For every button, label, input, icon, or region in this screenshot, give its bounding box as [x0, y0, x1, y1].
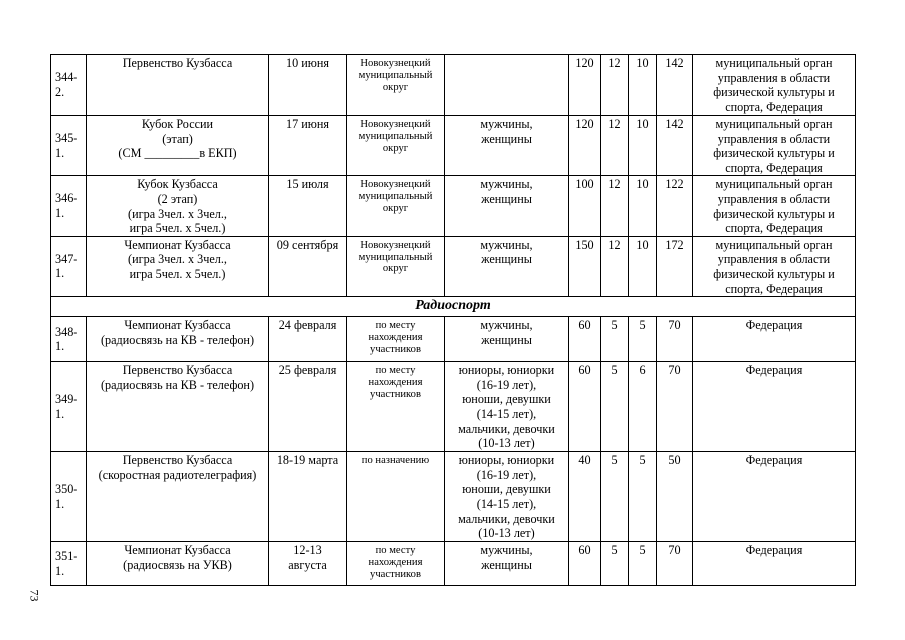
- count-judges-cell: 5: [629, 542, 657, 586]
- count-judges-cell: 5: [629, 452, 657, 542]
- count-total-cell: 70: [657, 317, 693, 362]
- count-athletes-cell: 120: [569, 55, 601, 116]
- event-place-cell: по месту нахождения участников: [347, 362, 445, 452]
- count-coaches-cell: 5: [601, 362, 629, 452]
- organizer-cell: муниципальный орган управления в области физической культуры и спорта, Федерация: [693, 236, 856, 296]
- row-number-cell: 346-1.: [51, 176, 87, 236]
- event-name-cell: Чемпионат Кузбасса (радиосвязь на КВ - телефон): [87, 317, 269, 362]
- event-date-cell: 09 сентября: [269, 236, 347, 296]
- count-judges-cell: 10: [629, 176, 657, 236]
- event-date-cell: 25 февраля: [269, 362, 347, 452]
- count-judges-cell: 5: [629, 317, 657, 362]
- count-athletes-cell: 40: [569, 452, 601, 542]
- count-coaches-cell: 12: [601, 176, 629, 236]
- event-name-cell: Первенство Кузбасса (скоростная радиотелеграфия): [87, 452, 269, 542]
- row-number-cell: 350-1.: [51, 452, 87, 542]
- event-date-cell: 12-13 августа: [269, 542, 347, 586]
- row-number-cell: 344- 2.: [51, 55, 87, 116]
- participants-cell: мужчины, женщины: [445, 116, 569, 176]
- count-judges-cell: 6: [629, 362, 657, 452]
- row-number-cell: 348-1.: [51, 317, 87, 362]
- event-name-cell: Чемпионат Кузбасса (радиосвязь на УКВ): [87, 542, 269, 586]
- event-date-cell: 17 июня: [269, 116, 347, 176]
- table-row: [51, 55, 856, 116]
- participants-cell: юниоры, юниорки (16-19 лет), юноши, девушки (14-15 лет), мальчики, девочки (10-13 лет): [445, 452, 569, 542]
- organizer-cell: муниципальный орган управления в области физической культуры и спорта, Федерация: [693, 176, 856, 236]
- event-place-cell: по месту нахождения участников: [347, 542, 445, 586]
- count-coaches-cell: 5: [601, 452, 629, 542]
- event-place-cell: Новокузнецкий муниципальный округ: [347, 176, 445, 236]
- table-row: [51, 362, 856, 452]
- table-row: [51, 542, 856, 586]
- count-total-cell: 142: [657, 116, 693, 176]
- count-coaches-cell: 5: [601, 317, 629, 362]
- organizer-cell: Федерация: [693, 452, 856, 542]
- row-number-cell: 345-1.: [51, 116, 87, 176]
- count-total-cell: 70: [657, 362, 693, 452]
- participants-cell: мужчины, женщины: [445, 176, 569, 236]
- participants-cell: мужчины, женщины: [445, 317, 569, 362]
- table-body-bottom: [51, 317, 856, 586]
- count-coaches-cell: 12: [601, 236, 629, 296]
- event-name-cell: Первенство Кузбасса: [87, 55, 269, 116]
- table-row: [51, 317, 856, 362]
- event-name-cell: Кубок Кузбасса (2 этап) (игра 3чел. х 3чел., игра 5чел. х 5чел.): [87, 176, 269, 236]
- count-athletes-cell: 120: [569, 116, 601, 176]
- row-number-cell: 349-1.: [51, 362, 87, 452]
- count-judges-cell: 10: [629, 236, 657, 296]
- event-place-cell: по назначению: [347, 452, 445, 542]
- event-name-cell: Чемпионат Кузбасса (игра 3чел. х 3чел., игра 5чел. х 5чел.): [87, 236, 269, 296]
- event-place-cell: Новокузнецкий муниципальный округ: [347, 55, 445, 116]
- count-athletes-cell: 100: [569, 176, 601, 236]
- count-total-cell: 142: [657, 55, 693, 116]
- schedule-table: [50, 54, 856, 586]
- event-date-cell: 24 февраля: [269, 317, 347, 362]
- event-date-cell: 18-19 марта: [269, 452, 347, 542]
- count-athletes-cell: 60: [569, 317, 601, 362]
- section-header: [51, 297, 856, 317]
- count-total-cell: 172: [657, 236, 693, 296]
- count-judges-cell: 10: [629, 55, 657, 116]
- table-row: [51, 452, 856, 542]
- organizer-cell: Федерация: [693, 362, 856, 452]
- page-number: 73: [27, 589, 42, 602]
- participants-cell: [445, 55, 569, 116]
- row-number-cell: 351-1.: [51, 542, 87, 586]
- organizer-cell: муниципальный орган управления в области физической культуры и спорта, Федерация: [693, 116, 856, 176]
- table-row: [51, 176, 856, 236]
- event-name-cell: Первенство Кузбасса (радиосвязь на КВ - телефон): [87, 362, 269, 452]
- table-row: [51, 236, 856, 296]
- participants-cell: юниоры, юниорки (16-19 лет), юноши, девушки (14-15 лет), мальчики, девочки (10-13 лет): [445, 362, 569, 452]
- row-number-cell: 347-1.: [51, 236, 87, 296]
- event-date-cell: 15 июля: [269, 176, 347, 236]
- count-athletes-cell: 60: [569, 362, 601, 452]
- count-athletes-cell: 150: [569, 236, 601, 296]
- count-judges-cell: 10: [629, 116, 657, 176]
- organizer-cell: Федерация: [693, 317, 856, 362]
- event-name-cell: Кубок России (этап) (СМ _________в ЕКП): [87, 116, 269, 176]
- event-place-cell: Новокузнецкий муниципальный округ: [347, 236, 445, 296]
- count-coaches-cell: 5: [601, 542, 629, 586]
- participants-cell: мужчины, женщины: [445, 542, 569, 586]
- event-place-cell: по месту нахождения участников: [347, 317, 445, 362]
- count-coaches-cell: 12: [601, 55, 629, 116]
- count-total-cell: 50: [657, 452, 693, 542]
- organizer-cell: Федерация: [693, 542, 856, 586]
- event-place-cell: Новокузнецкий муниципальный округ: [347, 116, 445, 176]
- participants-cell: мужчины, женщины: [445, 236, 569, 296]
- count-total-cell: 70: [657, 542, 693, 586]
- count-athletes-cell: 60: [569, 542, 601, 586]
- event-date-cell: 10 июня: [269, 55, 347, 116]
- count-total-cell: 122: [657, 176, 693, 236]
- count-coaches-cell: 12: [601, 116, 629, 176]
- table-body-top: [51, 55, 856, 297]
- table-row: [51, 116, 856, 176]
- organizer-cell: муниципальный орган управления в области физической культуры и спорта, Федерация: [693, 55, 856, 116]
- section-title: Радиоспорт: [51, 297, 856, 317]
